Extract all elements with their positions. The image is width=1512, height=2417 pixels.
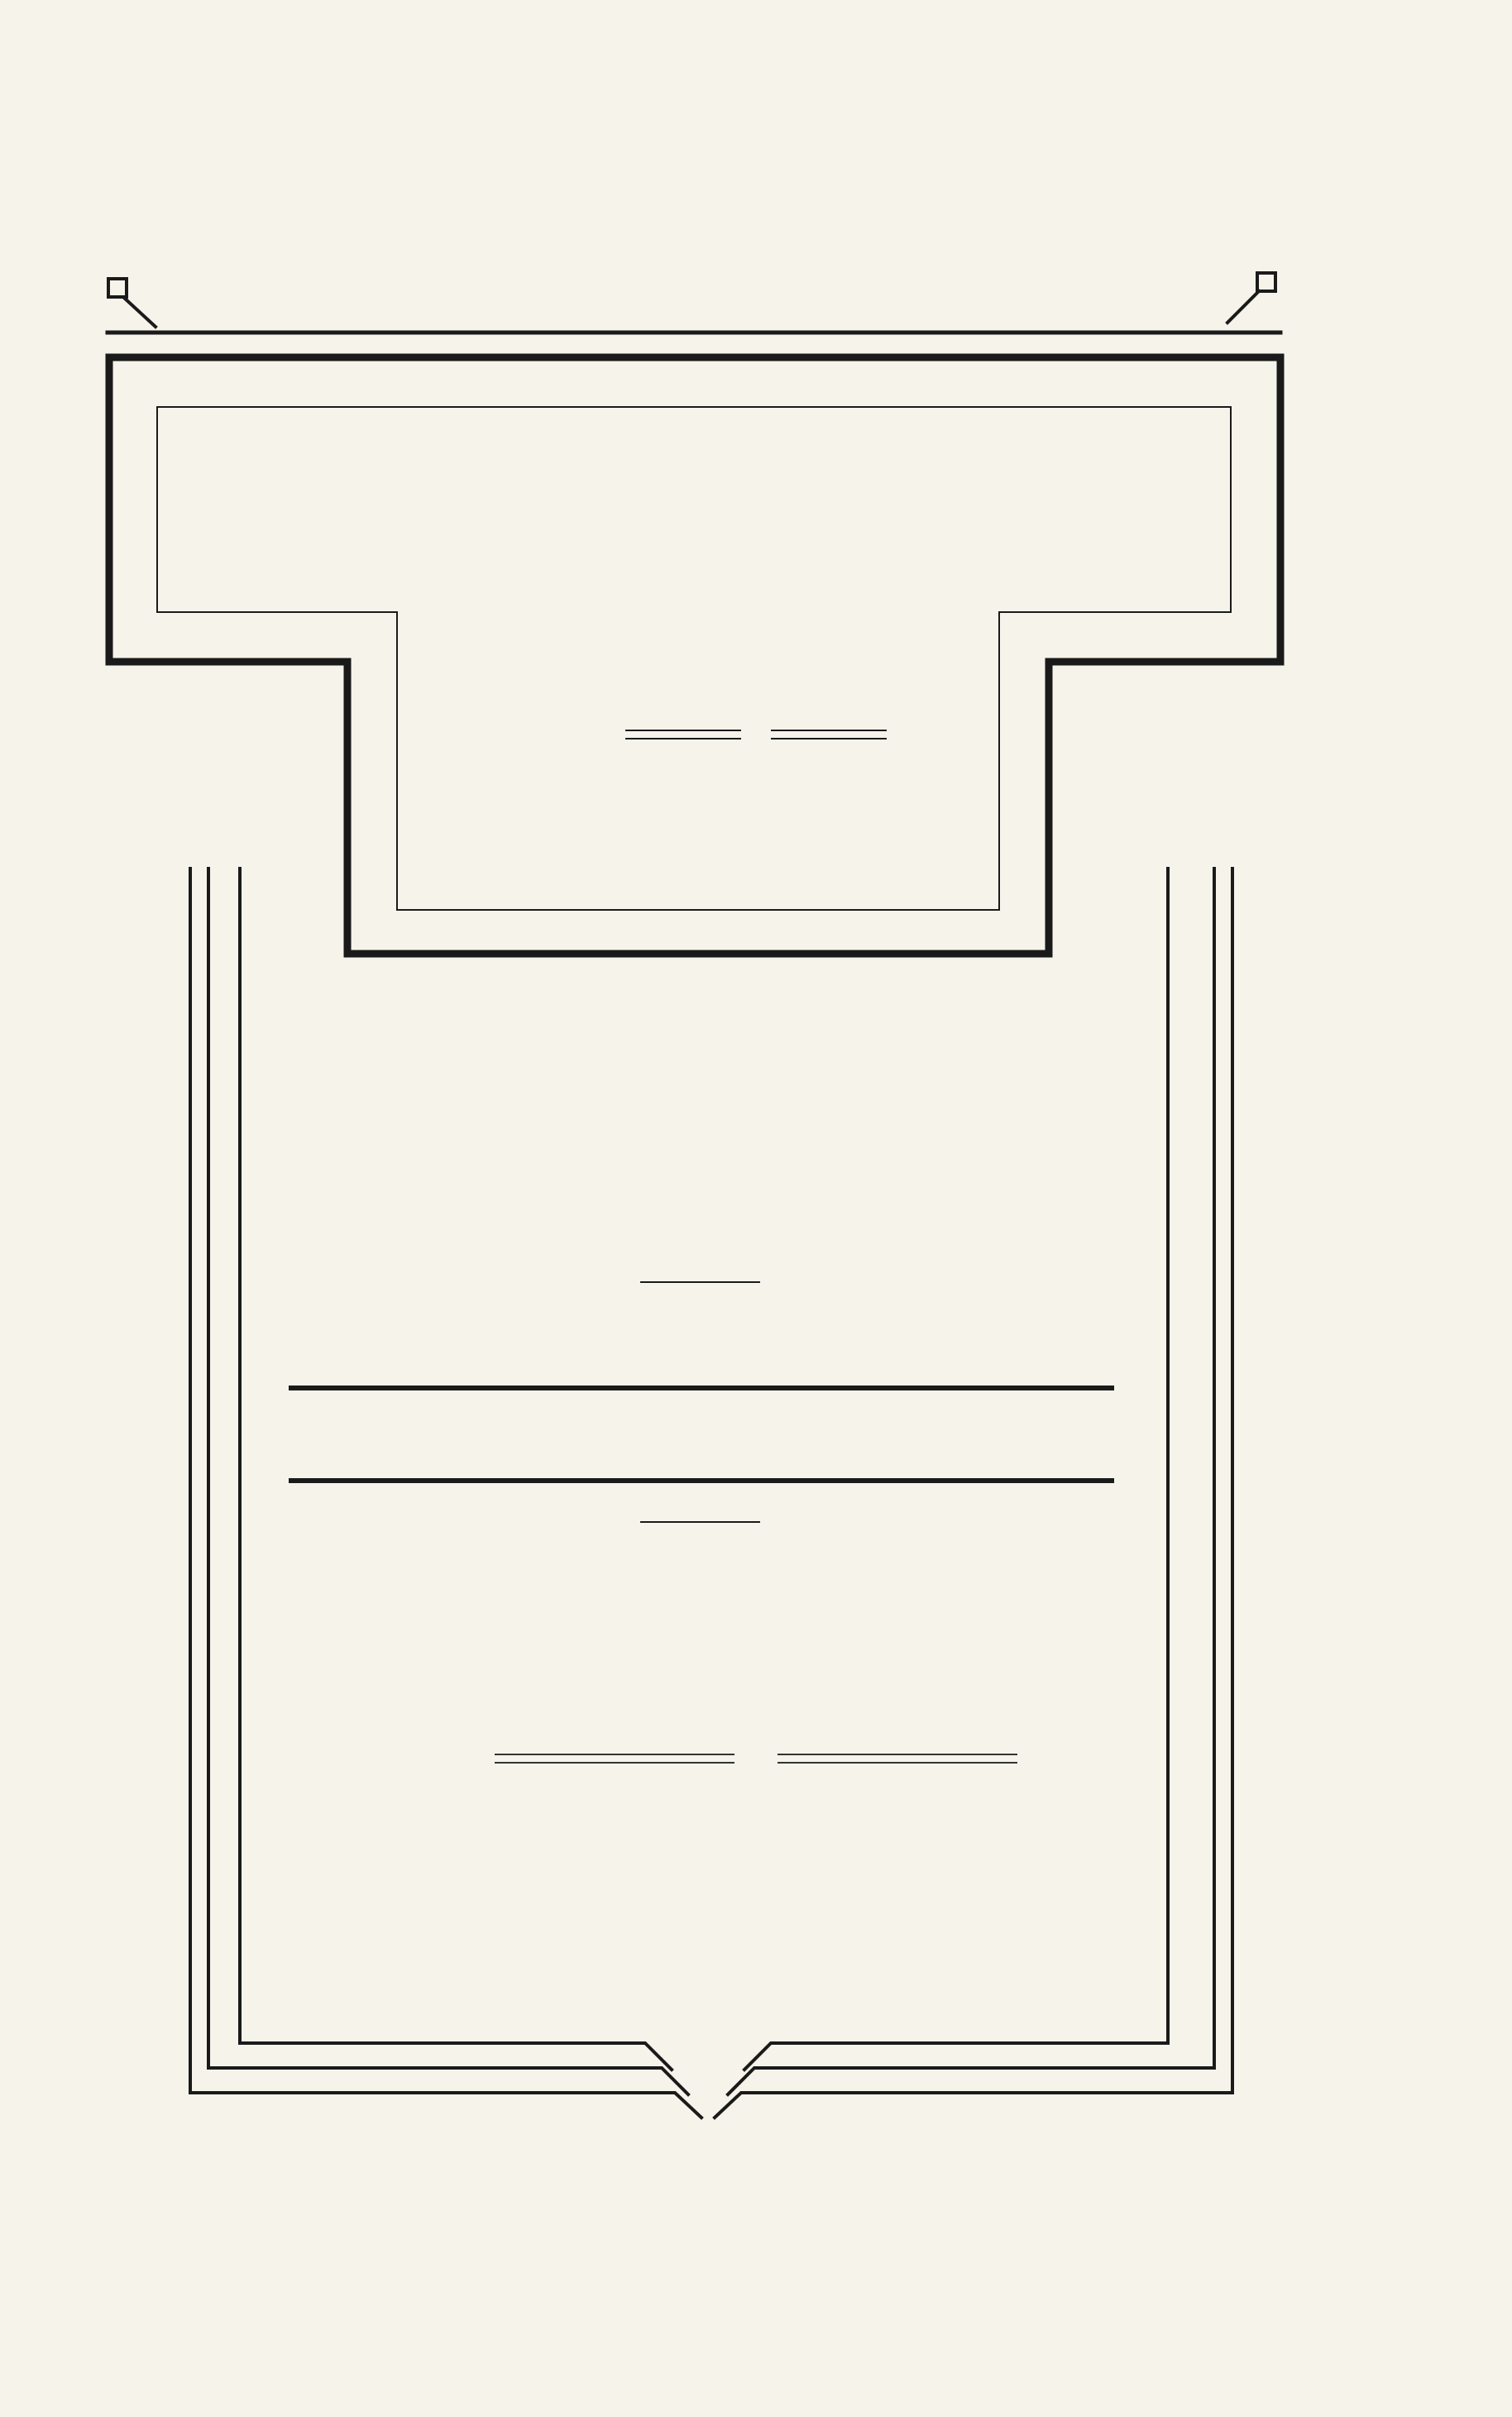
bottom-rails [190,2043,1232,2118]
double-rule-left [625,730,741,739]
left-side-rails [190,869,240,2093]
title-banner-frame [109,357,1280,954]
right-side-rails [1168,869,1232,2093]
top-ornament-strip [108,273,1280,333]
double-rule-left [495,1754,734,1764]
double-rule-right [778,1754,1017,1764]
double-rule-right [771,730,887,739]
owner-label-row [0,705,1512,759]
section-rules [291,1282,1112,1522]
price-unit-row [0,1731,1512,1779]
